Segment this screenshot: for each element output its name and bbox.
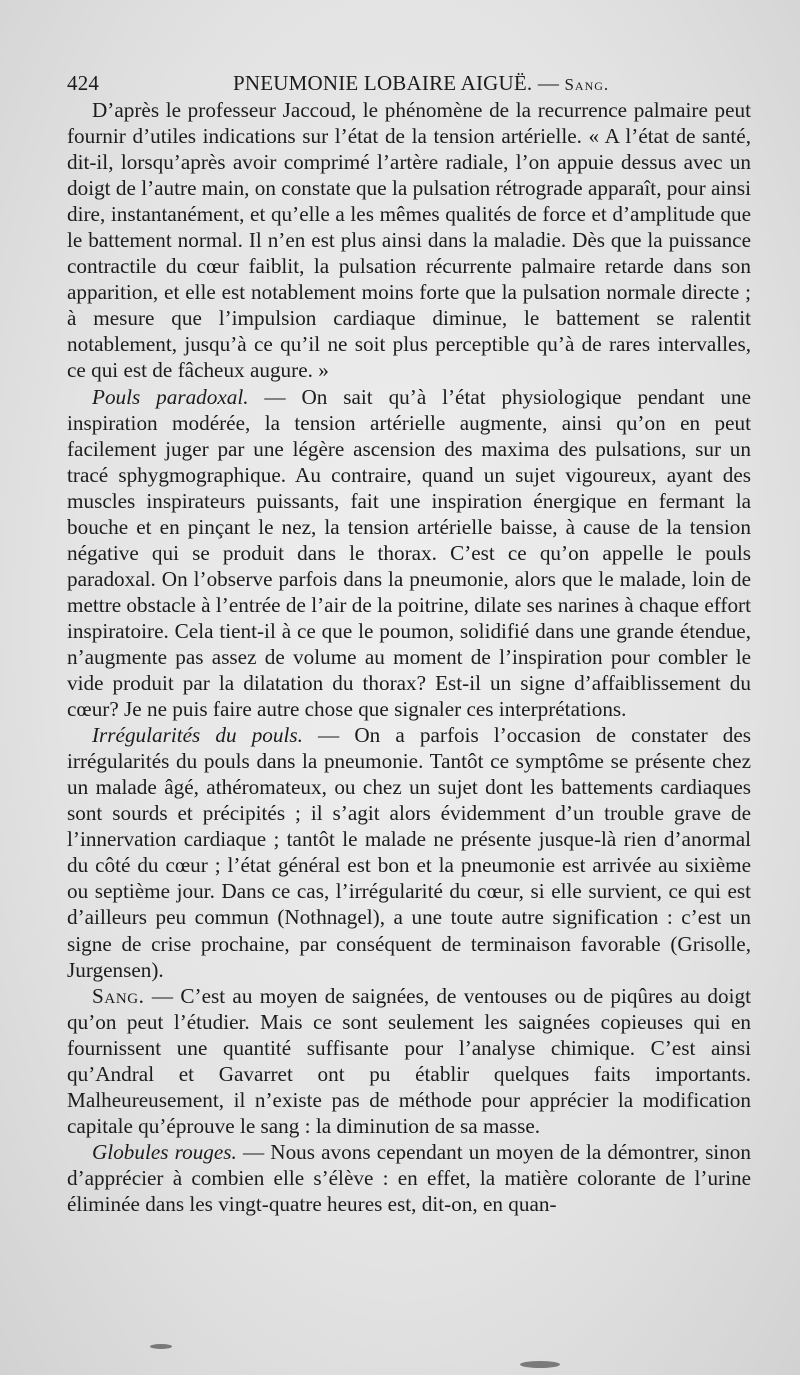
running-head	[67, 66, 757, 100]
paragraph-recurrence-palmaire	[67, 97, 751, 384]
paragraph-text: — Nous avons cependant un moyen de la démontrer, sinon d’apprécier à combien elle s’élève : en effet, la matière colorante de l’urine éliminée dans les vingt-quatre heures est, dit-on, en quan-	[67, 1139, 751, 1216]
running-section: Sang.	[564, 75, 610, 94]
page-number: 424	[67, 71, 100, 95]
running-title-text: PNEUMONIE LOBAIRE AIGUË. —	[233, 71, 560, 95]
paragraph-text: — On a parfois l’occasion de constater des irrégularités du pouls dans la pneumonie. Tantôt ce symptôme se présente chez un malade âgé, athéromateux, ou chez un sujet dont les battements cardiaques sont sourds et précipités ; il s’agit alors évidemment d’un trouble grave de l’innervation cardiaque ; tantôt le malade ne présente jusque-là rien d’anormal du côté du cœur ; l’état général est bon et la pneumonie est arrivée au sixième ou septième jour. Dans ce cas, l’irrégularité du cœur, si elle survient, ce qui est d’ailleurs peu commun (Nothnagel), a une toute autre signification : c’est un signe de crise prochaine, par conséquent de terminaison favorable (Grisolle, Jurgensen).	[67, 723, 752, 982]
paragraph-text: — On sait qu’à l’état physiologique pendant une inspiration modérée, la tension artérielle augmente, ainsi qu’on en peut facilement juger par une légère ascension des maxima des pulsations, sur un tracé sphygmographique. Au contraire, quand un sujet vigoureux, ayant des muscles inspirateurs puissants, fait une inspiration énergique en fermant la bouche et en pinçant le nez, la tension artérielle baisse, à cause de la tension négative qui se produit dans le thorax. C’est ce qu’on appelle le pouls paradoxal. On l’observe parfois dans la pneumonie, alors que le malade, loin de mettre obstacle à l’entrée de l’air de la poitrine, dilate ses narines à chaque effort inspiratoire. Cela tient-il à ce que le poumon, solidifié dans une grande étendue, n’augmente pas assez de volume au moment de l’inspiration pour combler le vide produit par la dilatation du thorax? Est-il un signe d’affaiblissement du cœur? Je ne puis faire autre chose que signaler ces interprétations.	[67, 384, 751, 722]
paragraph-heading: Irrégularités du pouls.	[92, 723, 303, 748]
paragraph-heading: Pouls paradoxal.	[92, 384, 249, 409]
paragraph-text: D’après le professeur Jaccoud, le phénomène de la recurrence palmaire peut fournir d’utiles indications sur l’état de la tension artérielle. « A l’état de santé, dit-il, lorsqu’après avoir comprimé l’artère radiale, l’on appuie dessus avec un doigt de l’autre main, on constate que la pulsation rétrograde apparaît, pour ainsi dire, instantanément, et qu’elle a les mêmes qualités de force et d’amplitude que le battement normal. Il n’en est plus ainsi dans la maladie. Dès que la puissance contractile du cœur faiblit, la pulsation récurrente palmaire retarde dans son apparition, et elle est notablement moins forte que la pulsation normale directe ; à mesure que l’impulsion cardiaque diminue, le battement se ralentit notablement, jusqu’à ce qu’il ne soit plus perceptible qu’à de rares intervalles, ce qui est de fâcheux augure. »	[67, 98, 751, 383]
paragraph-text: — C’est au moyen de saignées, de ventouses ou de piqûres au doigt qu’on peut l’étudier. Mais ce sont seulement les saignées copieuses qui en fournissent une quantité suffisante pour l’analyse chimique. C’est ainsi qu’Andral et Gavarret ont pu établir quelques faits importants. Malheureusement, il n’existe pas de méthode pour apprécier la modification capitale qu’éprouve le sang : la diminution de sa masse.	[67, 983, 751, 1138]
paragraph-globules-rouges	[67, 1139, 751, 1217]
ink-smudge	[520, 1361, 560, 1368]
paragraph-pouls-paradoxal	[67, 384, 751, 723]
paragraph-irregularites-du-pouls	[67, 722, 751, 982]
paragraph-heading: Sang.	[92, 983, 145, 1008]
paragraph-heading: Globules rouges.	[92, 1139, 237, 1164]
ink-smudge	[150, 1344, 172, 1349]
body-text	[67, 97, 751, 1217]
paragraph-sang	[67, 983, 751, 1139]
